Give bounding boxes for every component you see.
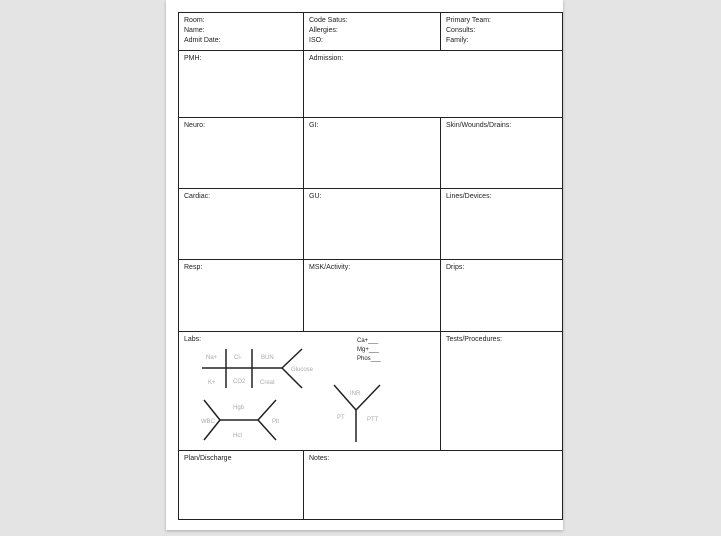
cardiac-label: Cardiac:	[184, 193, 211, 200]
family-label: Family:	[446, 37, 469, 44]
admission-label: Admission:	[309, 55, 344, 62]
lines-label: Lines/Devices:	[446, 193, 492, 200]
primary-team-label: Primary Team:	[446, 17, 491, 24]
ca-field: Ca+___	[357, 338, 379, 344]
glucose-label: Glucose	[291, 367, 314, 373]
plan-section	[178, 450, 304, 520]
iso-label: ISO:	[309, 37, 324, 44]
gi-label: GI:	[309, 122, 319, 129]
phos-field: Phos___	[357, 356, 381, 362]
drips-label: Drips:	[446, 264, 465, 271]
resp-label: Resp:	[184, 264, 203, 271]
inr-label: INR	[350, 391, 361, 397]
plt-label: Plt	[272, 419, 280, 425]
admit-date-label: Admit Date:	[184, 37, 221, 44]
consults-label: Consults:	[446, 27, 476, 34]
co2-label: CO2	[233, 379, 246, 385]
pmh-label: PMH:	[184, 55, 202, 62]
creat-label: Creat	[260, 380, 275, 386]
code-status-label: Code Satus:	[309, 17, 348, 24]
msk-label: MSK/Activity:	[309, 264, 351, 271]
neuro-label: Neuro:	[184, 122, 206, 129]
tests-label: Tests/Procedures:	[446, 336, 503, 343]
hgb-label: Hgb	[233, 405, 245, 411]
name-label: Name:	[184, 27, 205, 34]
pt-label: PT	[337, 415, 345, 421]
k-label: K+	[208, 380, 216, 386]
notes-section	[303, 450, 563, 520]
allergies-label: Allergies:	[309, 27, 338, 34]
bun-label: BUN	[261, 355, 274, 361]
mg-field: Mg+___	[357, 347, 379, 353]
na-label: Na+	[206, 355, 218, 361]
room-label: Room:	[184, 17, 205, 24]
wbc-label: WBC	[201, 419, 215, 425]
skin-label: Skin/Wounds/Drains:	[446, 122, 512, 129]
cl-label: Cl-	[234, 355, 242, 361]
notes-label: Notes:	[309, 455, 330, 462]
ptt-label: PTT	[367, 417, 379, 423]
labs-label: Labs:	[184, 336, 202, 343]
gu-label: GU:	[309, 193, 322, 200]
hct-label: Hct	[233, 433, 242, 439]
plan-label: Plan/Discharge	[184, 455, 232, 462]
